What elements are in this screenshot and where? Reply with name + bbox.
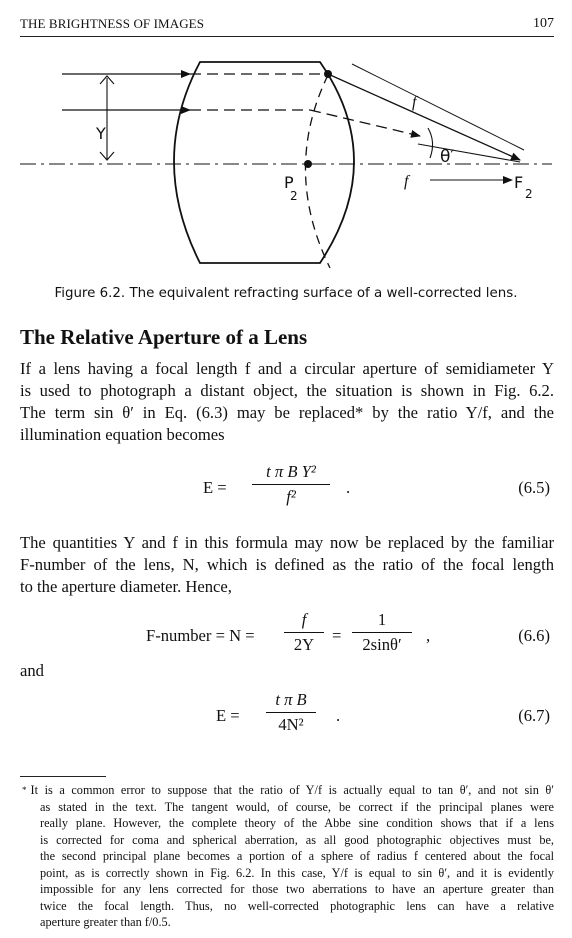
fraction-denominator: f² bbox=[286, 487, 296, 506]
footnote-line: the second principal plane becomes a portion of a sphere of radius f centered about the focal bbox=[40, 849, 554, 863]
equation-lhs: E = bbox=[216, 706, 240, 725]
paragraph-1 bbox=[20, 358, 554, 446]
principal-point-p2 bbox=[304, 160, 312, 168]
running-head bbox=[20, 16, 554, 37]
equation-tail: . bbox=[346, 478, 351, 497]
fraction-bar bbox=[284, 632, 324, 633]
refracted-ray bbox=[328, 74, 520, 160]
footnote-line bbox=[22, 782, 554, 799]
principal-surface-arc bbox=[305, 75, 330, 268]
equation-6-5 bbox=[0, 462, 572, 518]
label-f-upper: f bbox=[412, 94, 417, 111]
fraction-numerator: 1 bbox=[377, 610, 387, 629]
equation-fraction-2 bbox=[352, 610, 412, 655]
paragraph-line: If a lens having a focal length f and a circular aperture of semidiameter Y bbox=[20, 359, 554, 378]
fraction-numerator: t π B Y² bbox=[266, 462, 316, 481]
equation-tail: , bbox=[426, 626, 431, 645]
footnote-line: as stated in the text. The tangent would, of course, be correct if the principal planes were bbox=[40, 799, 554, 814]
label-p: P bbox=[284, 173, 294, 192]
paragraph-2 bbox=[20, 532, 554, 598]
footnote-line: is corrected for coma and spherical aberration, as all good photographic objectives must be, bbox=[40, 832, 554, 847]
running-title: THE BRIGHTNESS OF IMAGES bbox=[20, 16, 205, 31]
equation-fraction bbox=[252, 462, 330, 507]
footnote-line: point, as is correctly shown in Fig. 6.2. In this case, Y/f is equal to sin θ′, and it is evidently bbox=[40, 865, 554, 880]
label-f-lower: f bbox=[404, 173, 409, 190]
footnote-line: impossible for any lens corrected for those two aberrations to have an aperture greater than bbox=[40, 882, 554, 896]
equation-fraction bbox=[266, 690, 316, 735]
fraction-bar bbox=[252, 484, 330, 485]
lens-outline bbox=[174, 62, 354, 263]
footnote bbox=[22, 782, 554, 931]
equation-6-6 bbox=[0, 610, 572, 666]
equation-number: (6.6) bbox=[518, 626, 550, 645]
footnote-text: It is a common error to suppose that the ratio of Y/f is actually equal to tan θ′, and not sin θ′ bbox=[30, 783, 554, 797]
equation-number: (6.5) bbox=[518, 478, 550, 497]
fraction-bar bbox=[352, 632, 412, 633]
footnote-line: aperture greater than f/0.5. bbox=[40, 915, 171, 929]
label-f-point-sub: 2 bbox=[525, 187, 533, 201]
label-y: Y bbox=[96, 124, 106, 143]
and-text: and bbox=[20, 661, 44, 680]
equation-tail: . bbox=[336, 706, 341, 725]
label-f-point: F bbox=[514, 173, 524, 192]
footnote-rule bbox=[20, 776, 106, 777]
fraction-bar bbox=[266, 712, 316, 713]
page-number: 107 bbox=[533, 16, 554, 31]
equation-lhs: F-number = N = bbox=[146, 626, 255, 645]
paragraph-line: The term sin θ′ in Eq. (6.3) may be replaced* by the ratio Y/f, and the bbox=[20, 403, 554, 422]
paragraph-line: illumination equation becomes bbox=[20, 425, 225, 444]
equation-6-7 bbox=[0, 690, 572, 746]
equation-fraction-1 bbox=[284, 610, 324, 655]
footnote-line: really plane. However, the complete theory of the Abbe sine condition shows that if a lens bbox=[40, 816, 554, 830]
section-title: The Relative Aperture of a Lens bbox=[20, 325, 308, 349]
equation-lhs: E = bbox=[203, 478, 227, 497]
label-p-sub: 2 bbox=[290, 189, 298, 203]
paragraph-line: is used to photograph a distant object, the situation is shown in Fig. 6.2. bbox=[20, 381, 554, 400]
equation-equals: = bbox=[332, 626, 342, 645]
lens-figure bbox=[0, 40, 572, 280]
equation-number: (6.7) bbox=[518, 706, 550, 725]
figure-caption: Figure 6.2. The equivalent refracting surface of a well-corrected lens. bbox=[54, 286, 518, 301]
paragraph-line: to the aperture diameter. Hence, bbox=[20, 577, 232, 596]
fraction-denominator: 2Y bbox=[293, 635, 315, 654]
paragraph-line: F-number of the lens, N, which is defined as the ratio of the focal length bbox=[20, 555, 554, 574]
footnote-line: twice the focal length. Thus, no well-corrected photographic lens can have a relative bbox=[40, 898, 554, 913]
paragraph-line: The quantities Y and f in this formula may now be replaced by the familiar bbox=[20, 533, 554, 552]
fraction-denominator: 4N² bbox=[278, 715, 304, 734]
fraction-denominator: 2sinθ′ bbox=[362, 635, 402, 654]
lens-diagram bbox=[0, 40, 572, 280]
label-theta: θ′ bbox=[440, 147, 455, 167]
fraction-numerator: t π B bbox=[275, 690, 307, 709]
footnote-mark: * bbox=[22, 785, 27, 795]
fraction-numerator: f bbox=[301, 610, 307, 629]
